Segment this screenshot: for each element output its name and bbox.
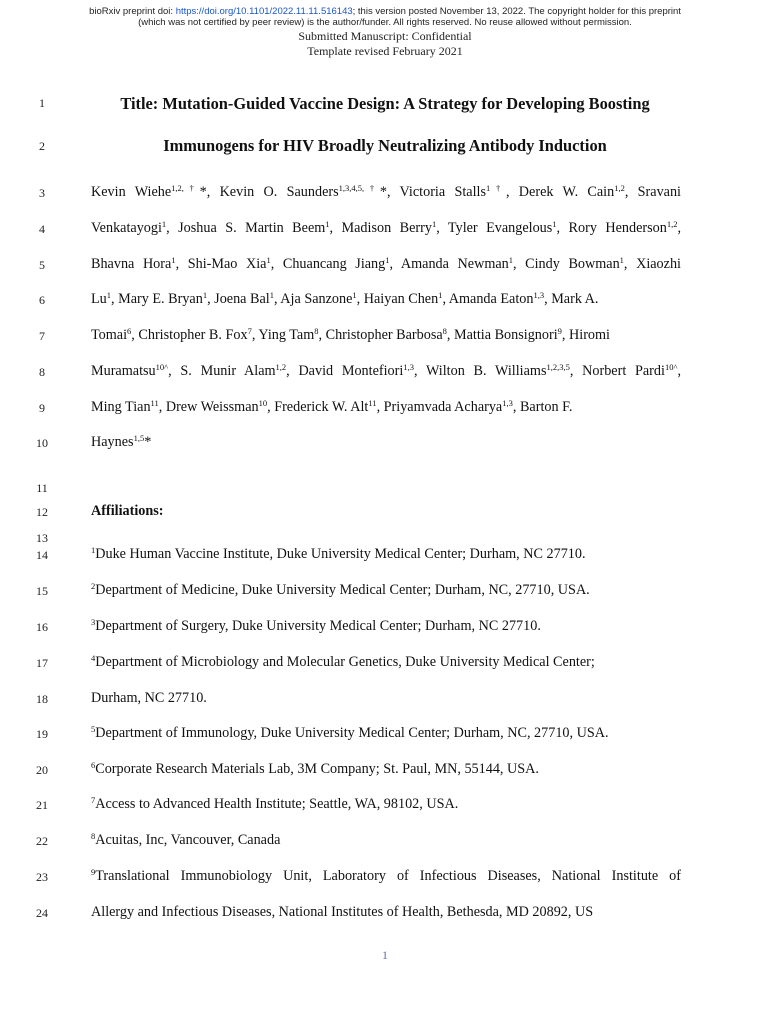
text-segment: , David Montefiori xyxy=(286,363,404,379)
superscript-marker: 1 xyxy=(269,290,274,300)
superscript-marker: 5 xyxy=(91,724,96,734)
text-segment: , Priyamvada Acharya xyxy=(376,399,503,415)
superscript-marker: 1 xyxy=(431,219,437,229)
text-segment: , Ying Tam xyxy=(251,327,315,343)
superscript-marker: 11 xyxy=(150,398,159,408)
text-segment: Kevin Wiehe xyxy=(91,184,172,200)
line-number: 19 xyxy=(36,727,48,741)
affiliation-line xyxy=(91,546,586,563)
text-segment: Tomai xyxy=(91,327,128,343)
text-segment: Corporate Research Materials Lab, 3M Company; St. Paul, MN, 55144, USA. xyxy=(95,761,539,777)
preprint-license-note: (which was not certified by peer review) is the author/funder. All rights reserved. No reuse allowed without permission. xyxy=(138,17,632,28)
superscript-marker: 1 xyxy=(161,219,167,229)
text-segment: * xyxy=(144,434,152,450)
text-segment: Lu xyxy=(91,291,107,307)
line-number: 23 xyxy=(36,870,48,884)
superscript-marker: 6 xyxy=(91,760,96,770)
author-line xyxy=(91,399,572,416)
superscript-marker: 1 xyxy=(171,255,176,265)
superscript-marker: 1,2,3,5 xyxy=(546,362,570,372)
text-segment: , S. Munir Alam xyxy=(168,363,276,379)
line-number: 24 xyxy=(36,906,48,920)
line-number: 17 xyxy=(36,656,48,670)
manuscript-status: Submitted Manuscript: Confidential xyxy=(298,29,472,43)
text-segment: Department of Surgery, Duke University Medical Center; Durham, NC 27710. xyxy=(95,618,541,634)
superscript-marker: 7 xyxy=(247,326,252,336)
superscript-marker: 1 xyxy=(552,219,557,229)
text-segment: , Madison Berry xyxy=(329,220,432,236)
text-segment: , Tyler Evangelous xyxy=(436,220,553,236)
affiliation-line xyxy=(91,761,539,778)
preprint-header-prefix: bioRxiv preprint doi: xyxy=(89,6,176,17)
text-segment: Department of Microbiology and Molecular Genetics, Duke University Medical Center; xyxy=(95,654,595,670)
affiliation-line xyxy=(91,904,593,921)
line-number: 1 xyxy=(39,96,45,110)
line-number: 12 xyxy=(36,505,48,519)
text-segment: Acuitas, Inc, Vancouver, Canada xyxy=(95,832,281,848)
author-line xyxy=(91,256,681,273)
superscript-marker: 1,2,† xyxy=(171,183,200,193)
superscript-marker: 1 xyxy=(325,219,330,229)
superscript-marker: 11 xyxy=(368,398,377,408)
template-revision: Template revised February 2021 xyxy=(307,44,463,58)
superscript-marker: 1,3 xyxy=(403,362,414,372)
superscript-marker: 2 xyxy=(91,581,96,591)
text-segment: Access to Advanced Health Institute; Seattle, WA, 98102, USA. xyxy=(95,796,459,812)
text-segment: , Wilton B. Williams xyxy=(413,363,547,379)
superscript-marker: 1,5 xyxy=(133,433,145,443)
text-segment: , Frederick W. Alt xyxy=(267,399,369,415)
text-segment: , Joshua S. Martin Beem xyxy=(166,220,326,236)
superscript-marker: 1 xyxy=(438,290,443,300)
text-segment: , Cindy Bowman xyxy=(513,256,620,272)
affiliation-line xyxy=(91,725,609,742)
text-segment: , Mary E. Bryan xyxy=(111,291,203,307)
text-segment: , Aja Sanzone xyxy=(273,291,353,307)
affiliation-line xyxy=(91,618,541,635)
affiliation-line xyxy=(91,582,590,599)
line-number: 18 xyxy=(36,692,48,706)
text-segment: , Amanda Eaton xyxy=(442,291,534,307)
superscript-marker: 1,2 xyxy=(275,362,287,372)
text-segment: , Amanda Newman xyxy=(389,256,509,272)
author-line xyxy=(91,327,610,344)
text-segment: , Hiromi xyxy=(561,327,610,343)
affiliation-line xyxy=(91,690,207,707)
text-segment: , Mark A. xyxy=(544,291,599,307)
line-number: 6 xyxy=(39,293,45,307)
affiliation-line xyxy=(91,832,280,849)
text-segment: Department of Immunology, Duke University Medical Center; Durham, NC, 27710, USA. xyxy=(95,725,609,741)
line-number: 21 xyxy=(36,798,48,812)
text-segment: Department of Medicine, Duke University Medical Center; Durham, NC, 27710, USA. xyxy=(95,582,590,598)
superscript-marker: 3 xyxy=(91,617,96,627)
superscript-marker: 1 xyxy=(91,545,96,555)
superscript-marker: 1,3,4,5,† xyxy=(338,183,380,193)
text-segment: , xyxy=(677,363,681,379)
preprint-header xyxy=(0,6,770,17)
text-segment: Muramatsu xyxy=(91,363,156,379)
line-number: 2 xyxy=(39,139,45,153)
text-segment: *, Kevin O. Saunders xyxy=(199,184,339,200)
line-number: 5 xyxy=(39,258,45,272)
text-segment: , Mattia Bonsignori xyxy=(446,327,558,343)
text-segment: , Christopher B. Fox xyxy=(131,327,248,343)
superscript-marker: 10^ xyxy=(664,362,678,372)
superscript-marker: 1,3 xyxy=(502,398,513,408)
line-number: 3 xyxy=(39,186,45,200)
superscript-marker: 8 xyxy=(314,326,319,336)
text-segment: , Barton F. xyxy=(512,399,573,415)
text-segment: Venkatayogi xyxy=(91,220,162,236)
paper-title-line-1: Title: Mutation-Guided Vaccine Design: A Strategy for Developing Boosting xyxy=(120,94,650,113)
text-segment: , Joena Bal xyxy=(207,291,270,307)
superscript-marker: 6 xyxy=(127,326,132,336)
doi-link[interactable]: https://doi.org/10.1101/2022.11.11.516143 xyxy=(175,6,353,17)
text-segment: Duke Human Vaccine Institute, Duke University Medical Center; Durham, NC 27710. xyxy=(95,546,586,562)
text-segment: , Drew Weissman xyxy=(158,399,259,415)
superscript-marker: 1 xyxy=(266,255,271,265)
text-segment: , Sravani xyxy=(624,184,681,200)
preprint-header-suffix: ; this version posted November 13, 2022. The copyright holder for this preprint xyxy=(352,6,681,17)
author-line xyxy=(91,363,681,380)
text-segment: , Haiyan Chen xyxy=(356,291,439,307)
superscript-marker: 1 xyxy=(106,290,112,300)
author-line xyxy=(91,434,151,451)
affiliations-heading: Affiliations: xyxy=(91,503,164,519)
text-segment: Translational Immunobiology Unit, Laboratory of Infectious Diseases, National Institute of xyxy=(95,868,681,884)
line-number: 13 xyxy=(36,531,48,545)
line-number: 16 xyxy=(36,620,48,634)
text-segment: Ming Tian xyxy=(91,399,151,415)
superscript-marker: 9 xyxy=(91,867,96,877)
text-segment: , Shi-Mao Xia xyxy=(175,256,267,272)
page-number: 1 xyxy=(382,948,388,962)
text-segment: , Chuancang Jiang xyxy=(270,256,386,272)
author-line xyxy=(91,291,598,308)
superscript-marker: 8 xyxy=(91,831,96,841)
line-number: 8 xyxy=(39,365,45,379)
line-number: 14 xyxy=(36,548,48,562)
author-line xyxy=(91,184,681,201)
text-segment: Allergy and Infectious Diseases, National Institutes of Health, Bethesda, MD 20892, US xyxy=(91,904,594,920)
line-number: 22 xyxy=(36,834,48,848)
superscript-marker: 1 xyxy=(619,255,624,265)
line-number: 9 xyxy=(39,401,45,415)
paper-title-line-2: Immunogens for HIV Broadly Neutralizing Antibody Induction xyxy=(163,136,607,155)
text-segment: , Derek W. Cain xyxy=(505,184,615,200)
text-segment: , xyxy=(677,220,681,236)
line-number: 10 xyxy=(36,436,48,450)
superscript-marker: 1† xyxy=(485,183,506,193)
superscript-marker: 7 xyxy=(91,795,96,805)
superscript-marker: 1,3 xyxy=(533,290,545,300)
line-number: 7 xyxy=(39,329,45,343)
line-number: 4 xyxy=(39,222,45,236)
text-segment: Durham, NC 27710. xyxy=(91,690,207,706)
text-segment: Bhavna Hora xyxy=(91,256,172,272)
text-segment: , Norbert Pardi xyxy=(569,363,665,379)
superscript-marker: 1,2 xyxy=(666,219,678,229)
superscript-marker: 8 xyxy=(442,326,447,336)
line-number: 20 xyxy=(36,763,48,777)
superscript-marker: 1,2 xyxy=(614,183,625,193)
superscript-marker: 1 xyxy=(385,255,390,265)
superscript-marker: 1 xyxy=(508,255,513,265)
superscript-marker: 1 xyxy=(202,290,208,300)
superscript-marker: 10 xyxy=(258,398,268,408)
line-number: 15 xyxy=(36,584,48,598)
text-segment: , Rory Henderson xyxy=(556,220,667,236)
text-segment: *, Victoria Stalls xyxy=(379,184,486,200)
superscript-marker: 4 xyxy=(91,653,96,663)
text-segment: , Christopher Barbosa xyxy=(318,327,443,343)
text-segment: Haynes xyxy=(91,434,134,450)
affiliation-line xyxy=(91,796,458,813)
affiliation-line xyxy=(91,654,595,671)
superscript-marker: 9 xyxy=(557,326,562,336)
superscript-marker: 1 xyxy=(352,290,357,300)
affiliation-line xyxy=(91,868,681,885)
superscript-marker: 10^ xyxy=(155,362,169,372)
line-number: 11 xyxy=(36,481,48,495)
text-segment: , Xiaozhi xyxy=(623,256,681,272)
author-line xyxy=(91,220,681,237)
